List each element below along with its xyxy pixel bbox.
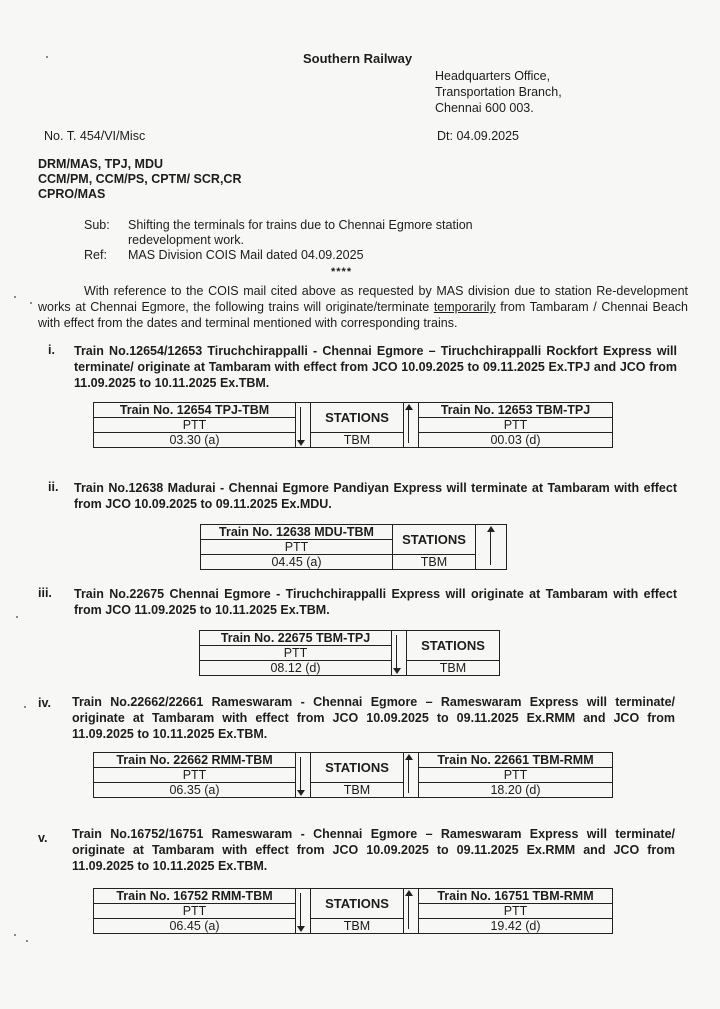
scan-speck <box>26 940 28 942</box>
item-number: iv. <box>38 696 51 710</box>
station-code: TBM <box>311 433 404 448</box>
address-line: Headquarters Office, <box>435 69 551 83</box>
subject-text <box>128 218 528 248</box>
stations-label: STATIONS <box>407 631 500 661</box>
right-ptt: PTT <box>419 418 613 433</box>
scan-speck <box>30 302 32 304</box>
item-number: iii. <box>38 586 52 600</box>
address-line: Transportation Branch, <box>435 85 562 99</box>
recipients <box>38 157 241 202</box>
subject-line: redevelopment work. <box>128 233 245 247</box>
ref-label: Ref: <box>84 248 107 262</box>
train-table <box>93 752 613 798</box>
right-ptt: PTT <box>419 904 613 919</box>
intro-part2: from Tambaram / Chennai Beach with effect from the dates and terminal mentioned with corresponding trains. <box>38 300 688 330</box>
item-text: Train No.16752/16751 Rameswaram - Chennai Egmore – Rameswaram Express will terminate/ originate at Tambaram with effect from JCO 10.09.2025 to 09.11.2025 Ex.RMM and JCO from 11.09.2025 to 10.11.2025 Ex.TBM. <box>72 827 675 873</box>
left-time: 06.35 (a) <box>94 783 296 798</box>
left-ptt: PTT <box>94 768 296 783</box>
right-train-header: Train No. 22661 TBM-RMM <box>419 753 613 768</box>
train-table <box>200 524 507 570</box>
subject-line: Shifting the terminals for trains due to Chennai Egmore station <box>128 218 473 232</box>
scan-speck <box>24 706 26 708</box>
item-number: ii. <box>48 480 59 494</box>
item-text: Train No.22662/22661 Rameswaram - Chennai Egmore – Rameswaram Express will terminate/ originate at Tambaram with effect from JCO 10.09.2025 to 09.11.2025 Ex.RMM and JCO from 11.09.2025 to 10.11.2025 Ex.TBM. <box>72 695 675 741</box>
recipient-line: DRM/MAS, TPJ, MDU <box>38 157 163 171</box>
up-arrow-icon <box>476 525 507 570</box>
up-arrow-icon <box>404 753 419 798</box>
ref-text: MAS Division COIS Mail dated 04.09.2025 <box>128 248 364 262</box>
station-code: TBM <box>311 783 404 798</box>
left-train-header: Train No. 16752 RMM-TBM <box>94 889 296 904</box>
reference-number: No. T. 454/VI/Misc <box>44 129 146 143</box>
recipient-line: CPRO/MAS <box>38 187 106 201</box>
item-text: Train No.12638 Madurai - Chennai Egmore Pandiyan Express will terminate at Tambaram with effect from JCO 10.09.2025 to 09.11.2025 Ex.MDU. <box>74 481 677 511</box>
down-arrow-icon <box>296 889 311 934</box>
subject-label: Sub: <box>84 218 110 232</box>
stations-label: STATIONS <box>311 403 404 433</box>
stations-label: STATIONS <box>393 525 476 555</box>
right-time: 00.03 (d) <box>419 433 613 448</box>
station-code: TBM <box>393 555 476 570</box>
scan-speck <box>14 296 16 298</box>
scan-speck <box>14 934 16 936</box>
right-time: 19.42 (d) <box>419 919 613 934</box>
left-ptt: PTT <box>94 418 296 433</box>
train-table <box>199 630 500 676</box>
station-code: TBM <box>407 661 500 676</box>
right-train-header: Train No. 12653 TBM-TPJ <box>419 403 613 418</box>
train-header: Train No. 22675 TBM-TPJ <box>200 631 392 646</box>
down-arrow-icon <box>296 753 311 798</box>
intro-emphasis: temporarily <box>433 300 496 314</box>
train-table <box>93 402 613 448</box>
item-text: Train No.22675 Chennai Egmore - Tiruchchirappalli Express will originate at Tambaram with effect from JCO 11.09.2025 to 10.11.2025 Ex.TBM. <box>74 587 677 617</box>
intro-part1: With reference to the COIS mail cited above as requested by MAS division due to station Re-development works at Chennai Egmore, the following trains will originate/terminate <box>38 284 688 314</box>
station-code: TBM <box>311 919 404 934</box>
org-name: Southern Railway <box>303 51 413 66</box>
scan-speck <box>16 616 18 618</box>
left-time: 06.45 (a) <box>94 919 296 934</box>
item-text: Train No.12654/12653 Tiruchchirappalli - Chennai Egmore – Tiruchchirappalli Rockfort Express will terminate/ originate at Tambaram with effect from JCO 10.09.2025 to 09.11.2025 Ex.TPJ and JCO from 11.09.2025 to 10.11.2025 Ex.TBM. <box>74 344 677 390</box>
train-header: Train No. 12638 MDU-TBM <box>201 525 393 540</box>
left-time: 03.30 (a) <box>94 433 296 448</box>
stations-label: STATIONS <box>311 753 404 783</box>
stations-label: STATIONS <box>311 889 404 919</box>
address-line: Chennai 600 003. <box>435 101 534 115</box>
office-address <box>435 68 562 116</box>
item-number: i. <box>48 343 55 357</box>
up-arrow-icon <box>404 889 419 934</box>
down-arrow-icon <box>296 403 311 448</box>
right-train-header: Train No. 16751 TBM-RMM <box>419 889 613 904</box>
left-train-header: Train No. 22662 RMM-TBM <box>94 753 296 768</box>
recipient-line: CCM/PM, CCM/PS, CPTM/ SCR,CR <box>38 172 242 186</box>
time: 04.45 (a) <box>201 555 393 570</box>
train-table <box>93 888 613 934</box>
down-arrow-icon <box>392 631 407 676</box>
left-ptt: PTT <box>94 904 296 919</box>
ptt-label: PTT <box>200 646 392 661</box>
letter-date: Dt: 04.09.2025 <box>437 129 520 143</box>
up-arrow-icon <box>404 403 419 448</box>
right-time: 18.20 (d) <box>419 783 613 798</box>
right-ptt: PTT <box>419 768 613 783</box>
separator: **** <box>331 266 353 278</box>
scan-speck <box>46 56 48 58</box>
time: 08.12 (d) <box>200 661 392 676</box>
ptt-label: PTT <box>201 540 393 555</box>
left-train-header: Train No. 12654 TPJ-TBM <box>94 403 296 418</box>
intro-paragraph <box>38 283 688 331</box>
item-number: v. <box>38 831 48 845</box>
